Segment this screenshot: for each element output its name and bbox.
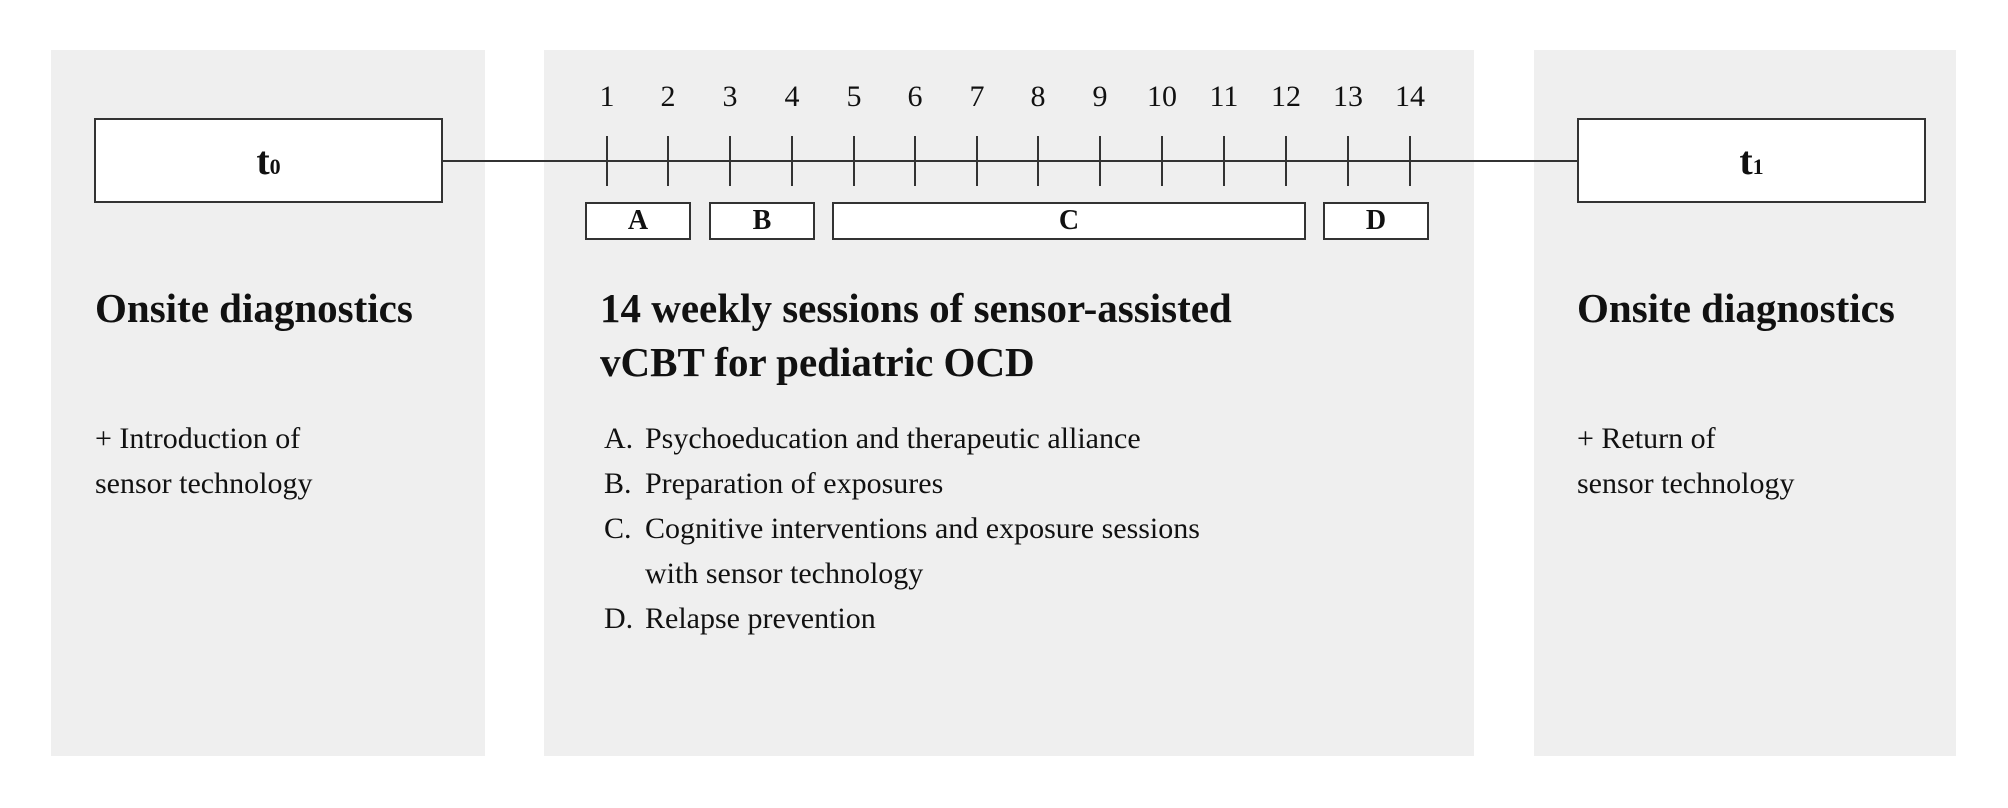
session-number: 3 [722, 80, 738, 113]
session-number: 8 [1030, 80, 1046, 113]
intervention-panel [544, 50, 1474, 756]
left-heading: Onsite diagnostics [95, 285, 413, 331]
phase-list-text-a: Psychoeducation and therapeutic alliance [645, 422, 1141, 455]
session-number: 6 [907, 80, 923, 113]
session-tick [914, 136, 916, 186]
session-number: 12 [1271, 80, 1301, 113]
right-note-line2: sensor technology [1577, 467, 1795, 500]
phase-list-marker-b: B. [604, 467, 632, 500]
session-tick [729, 136, 731, 186]
session-tick [1037, 136, 1039, 186]
right-heading: Onsite diagnostics [1577, 285, 1895, 331]
phase-list-marker-c: C. [604, 512, 632, 545]
t1-subscript: 1 [1752, 153, 1764, 179]
phase-box-d: D [1323, 202, 1429, 240]
session-tick [853, 136, 855, 186]
phase-box-a: A [585, 202, 691, 240]
phase-box-b: B [709, 202, 815, 240]
t0-subscript: 0 [269, 153, 281, 179]
session-number: 7 [969, 80, 985, 113]
phase-list-text-c: Cognitive interventions and exposure sessions [645, 512, 1200, 545]
session-number: 5 [846, 80, 862, 113]
timepoint-t0-box [94, 118, 443, 203]
session-number: 4 [784, 80, 800, 113]
phase-box-c: C [832, 202, 1306, 240]
session-number: 11 [1209, 80, 1239, 113]
session-tick [1161, 136, 1163, 186]
phase-list-text-d: Relapse prevention [645, 602, 876, 635]
session-tick [606, 136, 608, 186]
session-tick [1347, 136, 1349, 186]
session-number: 14 [1395, 80, 1425, 113]
session-tick [1285, 136, 1287, 186]
session-tick [667, 136, 669, 186]
phase-list-marker-a: A. [604, 422, 634, 455]
t1-label: t [1739, 138, 1753, 183]
session-number: 10 [1147, 80, 1177, 113]
timepoint-t1-box [1577, 118, 1926, 203]
session-number: 1 [599, 80, 615, 113]
phase-list-marker-d: D. [604, 602, 634, 635]
session-tick [976, 136, 978, 186]
left-note-line2: sensor technology [95, 467, 313, 500]
t0-label: t [256, 138, 270, 183]
session-tick [791, 136, 793, 186]
middle-heading-line2: vCBT for pediatric OCD [600, 339, 1035, 385]
session-number: 2 [660, 80, 676, 113]
left-note-line1: + Introduction of [95, 422, 301, 455]
session-tick [1409, 136, 1411, 186]
right-note-line1: + Return of [1577, 422, 1716, 455]
timeline-line-middle [606, 160, 1410, 162]
middle-heading-line1: 14 weekly sessions of sensor-assisted [600, 285, 1232, 331]
phase-list-text-b: Preparation of exposures [645, 467, 944, 500]
session-number: 13 [1333, 80, 1363, 113]
phase-list-text-c-continued: with sensor technology [645, 557, 924, 590]
timeline-line-right [1410, 160, 1577, 162]
session-tick [1099, 136, 1101, 186]
timeline-line-left [443, 160, 606, 162]
session-tick [1223, 136, 1225, 186]
session-number: 9 [1092, 80, 1108, 113]
